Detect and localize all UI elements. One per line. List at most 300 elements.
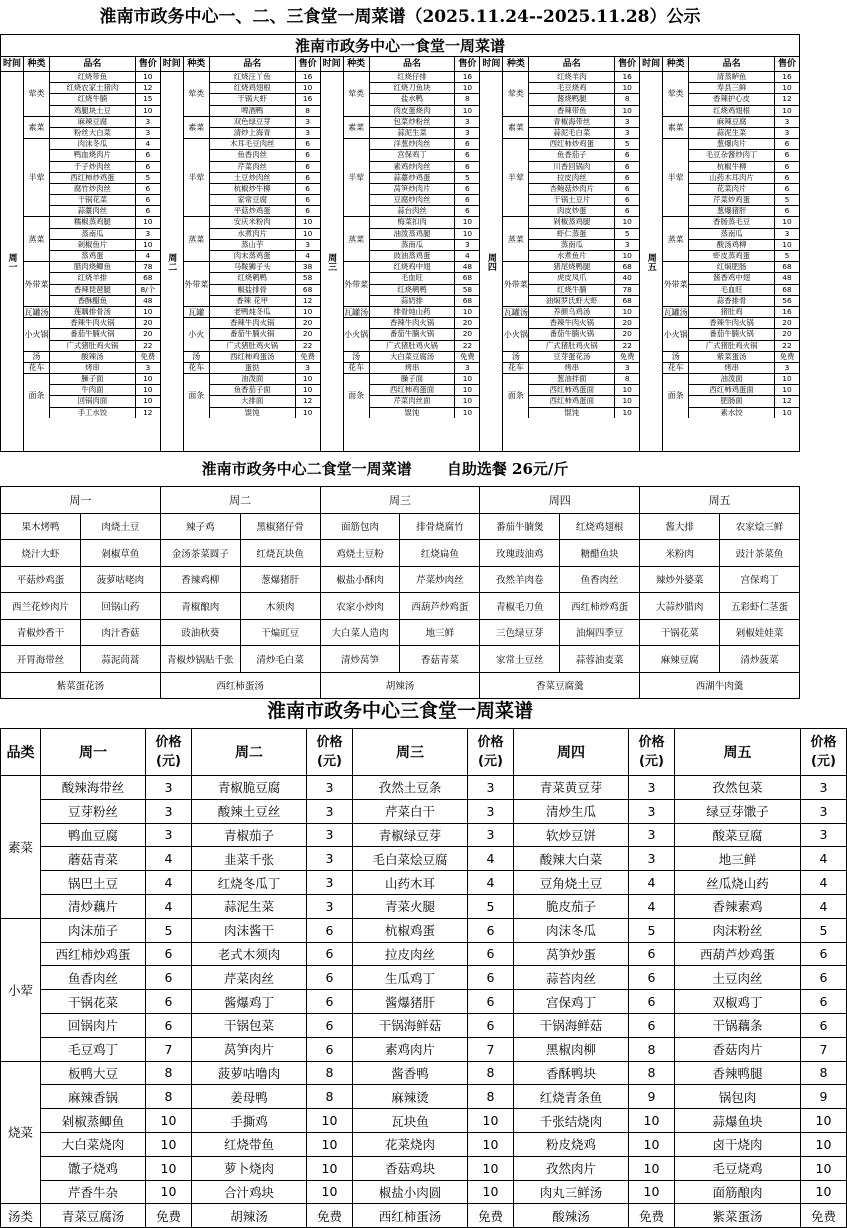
category-group [663,72,799,117]
dish-name: 孜然包菜 [675,776,801,800]
dish-price: 10 [462,306,473,316]
dish-cell: 青椒炒锅贴千张 [160,646,240,673]
category-group [663,217,799,262]
dish-price: 20 [143,329,153,339]
dish-name: 椒盐小肉圆 [353,1180,468,1204]
dish-name: 蒜苔肉丝 [514,966,629,990]
dish-name: 孜然肉片 [514,1156,629,1180]
category-name: 瓦罐汤 [663,307,688,317]
item-list [210,352,320,362]
dish-cell: 三色绿豆芽 [480,619,560,646]
dish-price: 8 [307,1061,353,1085]
category-name: 半荤 [503,139,529,216]
dish-name: 肉沫冬瓜 [50,139,136,149]
dish-name: 西红柿鸡蛋面 [529,396,615,406]
menu-item [210,385,320,396]
menu-item [689,374,799,385]
dish-price: 6 [629,1013,675,1037]
dish-cell: 干锅花菜 [640,619,720,646]
category-list [24,72,160,451]
dish-name: 鸭血烧肉片 [50,150,136,160]
category-group [184,352,320,363]
dish-name: 素鸡肉片 [353,1037,468,1061]
menu-item [689,83,799,94]
dish-name: 清炒上海青 [210,128,296,138]
dish-price: 10 [462,374,473,384]
menu-item [50,318,160,329]
dish-price: 3 [629,823,675,847]
dish-price: 10 [468,1180,514,1204]
category-name: 花车 [184,363,210,373]
menu-item [529,408,639,418]
category-name: 小荤 [1,918,41,1061]
item-list [50,117,160,138]
dish-name: 蒸南瓜 [370,240,456,250]
item-list [529,363,639,373]
menu-item [370,273,480,284]
category-name: 外带菜 [503,262,529,306]
category-list [184,72,320,451]
dish-name: 剁椒蒸鲫鱼 [41,1109,146,1133]
dish-price: 免费 [801,1204,847,1228]
dish-price: 6 [307,918,353,942]
dish-price: 6 [624,183,630,193]
dish-price: 16 [302,94,313,104]
dish-price: 4 [305,251,310,260]
dish-price: 10 [801,1109,847,1133]
item-list [210,72,320,116]
menu-item [50,352,160,362]
dish-name: 番茄牛腩火锅 [689,329,775,339]
menu-item [370,329,480,340]
day-header: 周五 [640,487,800,514]
dish-name: 毛豆杂酱炒肉丁 [689,150,775,160]
category-group [503,217,639,262]
dish-name: 清蒸鲈鱼 [689,72,775,82]
menu-item [210,251,320,261]
dish-price: 免费 [146,1204,192,1228]
header-time: 时间 [321,57,344,71]
dish-cell: 蒜蓉油麦菜 [560,646,640,673]
menu-item [689,363,799,373]
dish-cell: 五彩虾仁茎蛋 [720,593,800,620]
table-row [1,847,847,871]
category-list [663,72,799,451]
dish-name: 蒸山芋 [210,240,296,250]
category-group [24,307,160,318]
dish-price: 3 [307,894,353,918]
dish-price: 10 [146,1180,192,1204]
menu-item [370,195,480,206]
dish-price: 8 [629,1037,675,1061]
dish-name: 广式猪肚鸡火锅 [689,341,775,351]
dish-name: 红烧刀鱼块 [370,83,456,93]
dish-name: 啤酒鸭 [210,106,296,116]
dish-price: 20 [302,329,313,339]
dish-price: 12 [782,396,792,406]
dish-name: 蒜香排骨 [689,296,775,306]
menu-item [689,173,799,184]
dish-name: 烤串 [50,363,136,373]
menu-item [210,83,320,94]
canteen1-header-row [321,57,480,72]
dish-price: 48 [782,273,792,283]
menu-item [50,285,160,296]
dish-price: 3 [307,823,353,847]
canteen1-day-body [321,72,480,451]
dish-name: 臊子面 [50,374,136,384]
dish-price: 3 [624,239,630,249]
menu-item [529,117,639,128]
dish-name: 软炒豆饼 [514,823,629,847]
dish-name: 西红柿炒鸡蛋 [50,173,136,183]
dish-name: 清炒生瓜 [514,799,629,823]
item-list [529,352,639,362]
dish-price: 5 [801,918,847,942]
dish-name: 蒜薹肉丝 [50,206,136,216]
category-name: 小火 [184,318,210,351]
category-group [503,318,639,352]
dish-price: 6 [305,206,310,216]
dish-price: 12 [143,83,153,93]
dish-name: 干锅包菜 [192,1013,307,1037]
dish-name: 粉皮烧鸡 [514,1132,629,1156]
menu-item [370,363,480,373]
category-name: 半荤 [24,139,50,216]
dish-price: 10 [143,396,153,406]
dish-price: 6 [307,942,353,966]
table-row [1,894,847,918]
menu-item [529,262,639,273]
table-row [1,1204,847,1228]
canteen1-header-row [161,57,320,72]
dish-price: 10 [462,105,473,115]
header-price: 价格(元) [146,729,192,776]
menu-item [689,285,799,296]
dish-cell: 大蒜炒腊肉 [640,593,720,620]
dish-price: 4 [801,871,847,895]
dish-name: 馄饨 [210,408,296,418]
dish-name: 川香回锅肉 [529,162,615,172]
dish-name: 肉丸三鲜汤 [514,1180,629,1204]
category-group [184,262,320,307]
dish-price: 10 [462,83,473,93]
dish-name: 麻辣香锅 [41,1085,146,1109]
category-list [503,72,639,451]
dish-name: 姜母鸭 [192,1085,307,1109]
category-name: 蒸菜 [184,217,210,261]
dish-name: 肉沫茄子 [41,918,146,942]
dish-cell: 番茄牛腩煲 [480,513,560,540]
category-group [184,363,320,374]
dish-name: 拉皮肉丝 [529,173,615,183]
dish-cell: 木须肉 [240,593,320,620]
dish-price: 16 [782,306,792,316]
dish-price: 10 [629,1132,675,1156]
menu-item [529,229,639,240]
table-row [1,1037,847,1061]
dish-name: 老式木须肉 [192,942,307,966]
dish-name: 干锅藕条 [675,1013,801,1037]
dish-name: 红烧冬瓜丁 [192,871,307,895]
dish-price: 10 [468,1132,514,1156]
header-category: 种类 [663,57,689,71]
menu-item [689,251,799,261]
menu-item [50,139,160,150]
dish-price: 68 [782,262,792,272]
table-row [1,646,800,673]
dish-name: 红烧鹌鸭 [210,273,296,283]
dish-name: 蒜奶排 [370,296,456,306]
menu-item [689,273,799,284]
menu-item [210,285,320,296]
dish-name: 香辣牛肉火锅 [370,318,456,328]
category-group [344,72,480,117]
menu-item [210,341,320,351]
dish-name: 西红柿鸡蛋面 [529,385,615,395]
menu-item [50,195,160,206]
dish-price: 6 [146,942,192,966]
item-list [210,262,320,306]
dish-name: 香辣牛肉火锅 [529,318,615,328]
dish-name: 蒜台肉丝 [370,206,456,216]
dish-price: 10 [302,228,313,238]
category-name: 汤 [24,352,50,362]
dish-price: 3 [307,799,353,823]
dish-name: 西红柿蛋汤 [353,1204,468,1228]
dish-name: 馄饨 [529,408,615,418]
dish-price: 10 [782,374,792,384]
dish-name: 萝卜烧肉 [192,1156,307,1180]
menu-item [50,83,160,94]
dish-price: 6 [305,139,310,149]
dish-price: 68 [782,284,792,294]
category-name: 汤类 [1,1204,41,1228]
dish-name: 手工水饺 [50,408,136,418]
table-row [1,823,847,847]
dish-name: 豆芽粉丝 [41,799,146,823]
dish-name: 红烧青条鱼 [514,1085,629,1109]
category-group [503,262,639,307]
dish-price: 3 [629,776,675,800]
dish-name: 蒜泥毛白菜 [529,128,615,138]
category-group [184,72,320,117]
item-list [210,318,320,351]
dish-price: 3 [307,776,353,800]
dish-name: 素鸡炒肉丝 [370,162,456,172]
dish-price: 免费 [619,351,635,361]
menu-item [529,72,639,83]
menu-item [210,139,320,150]
dish-price: 免费 [629,1204,675,1228]
category-name: 小火锅 [503,318,529,351]
menu-item [210,296,320,306]
dish-name: 安庆米粉肉 [210,217,296,227]
menu-item [689,385,799,396]
menu-item [50,184,160,195]
dish-name: 红烧鸡翅根 [689,106,775,116]
dish-name: 臊子面 [370,374,456,384]
dish-price: 3 [145,228,151,238]
item-list [689,374,799,418]
dish-name: 葱爆猪肝 [689,206,775,216]
category-group [663,352,799,363]
menu-item [689,262,799,273]
dish-price: 4 [146,871,192,895]
category-name: 汤 [184,352,210,362]
dish-price: 20 [622,318,632,328]
dish-name: 馓子烧鸡 [41,1156,146,1180]
dish-name: 麻辣豆腐 [50,117,136,127]
menu-item [210,117,320,128]
dish-cell: 辣子鸡 [160,513,240,540]
dish-price: 免费 [459,351,475,361]
table-row [1,799,847,823]
dish-price: 16 [302,72,313,81]
dish-price: 10 [801,1156,847,1180]
category-group [344,352,480,363]
item-list [50,139,160,216]
category-name: 瓦罐 [184,307,210,317]
dish-name: 寿县三鲜 [689,83,775,93]
dish-name: 香辣牛肉火锅 [689,318,775,328]
dish-price: 6 [468,942,514,966]
dish-price: 3 [801,823,847,847]
dish-price: 6 [801,966,847,990]
dish-name: 香辣琵琶腿 [50,285,136,295]
item-list [50,363,160,373]
menu-item [529,195,639,206]
dish-cell: 香辣鸡柳 [160,566,240,593]
dish-name: 红烧牛腩 [50,94,136,104]
menu-item [50,206,160,216]
dish-cell: 平菇炒鸡蛋 [1,566,81,593]
item-list [529,374,639,418]
dish-name: 花菜烧肉 [353,1132,468,1156]
menu-item [370,94,480,105]
dish-name: 红烧带鱼 [192,1132,307,1156]
item-list [50,352,160,362]
dish-name: 杏鲍菇炒肉片 [529,184,615,194]
dish-price: 10 [622,306,632,316]
dish-name: 油泼面 [210,374,296,384]
category-name: 面条 [503,374,529,418]
menu-item [210,240,320,251]
canteen1-day-block [640,57,799,451]
menu-item [370,262,480,273]
menu-item [210,374,320,385]
dish-cell: 红烧瓦块鱼 [240,540,320,567]
category-group [344,217,480,262]
dish-price: 3 [305,362,310,372]
dish-name: 肉皮炒蛋 [529,206,615,216]
table-row [1,513,800,540]
dish-price: 5 [629,918,675,942]
menu-item [50,408,160,418]
dish-name: 烤串 [370,363,456,373]
dish-name: 芹菜肉丝 [210,162,296,172]
category-name: 荤类 [184,72,210,116]
dish-price: 10 [629,1180,675,1204]
dish-cell: 回锅山药 [80,593,160,620]
dish-name: 毛血旺 [370,273,456,283]
dish-price: 4 [146,894,192,918]
dish-price: 22 [462,340,473,350]
header-category: 种类 [503,57,529,71]
dish-name: 马鞍狮子头 [210,262,296,272]
dish-price: 7 [801,1037,847,1061]
dish-price: 10 [629,1156,675,1180]
dish-price: 6 [784,150,790,160]
menu-item [370,296,480,306]
menu-item [529,173,639,184]
dish-price: 3 [146,799,192,823]
dish-name: 广式猪肚鸡火锅 [529,341,615,351]
dish-cell: 红烧扁鱼 [400,540,480,567]
menu-item [50,374,160,385]
category-name: 半荤 [344,139,370,216]
category-name: 面条 [24,374,50,418]
dish-name: 广式猪肚鸡火锅 [210,341,296,351]
dish-price: 6 [784,183,790,193]
dish-cell: 辣炒外婆菜 [640,566,720,593]
dish-name: 青菜豆腐汤 [41,1204,146,1228]
dish-price: 10 [146,1109,192,1133]
category-name: 小火锅 [24,318,50,351]
header-name: 品名 [50,57,136,71]
menu-item [689,352,799,362]
category-group [503,374,639,418]
dish-name: 千子炒肉丝 [50,162,136,172]
item-list [689,139,799,216]
day-header: 周一 [1,487,161,514]
dish-name: 肉皮蛋烧肉 [370,106,456,116]
dish-name: 排骨炖山药 [370,307,456,317]
day-header: 周三 [320,487,480,514]
dish-price: 15 [143,94,153,104]
item-list [529,307,639,317]
item-list [210,374,320,418]
dish-price: 10 [622,251,632,260]
dish-price: 3 [307,847,353,871]
header-category: 种类 [184,57,210,71]
dish-price: 58 [302,273,313,283]
dish-price: 4 [468,871,514,895]
dish-price: 20 [622,329,632,339]
dish-name: 肉沫冬瓜 [514,918,629,942]
dish-price: 10 [462,407,473,417]
dish-name: 油泼面 [689,374,775,384]
canteen1-header-row [480,57,639,72]
category-name: 素菜 [663,117,689,138]
category-name: 半荤 [663,139,689,216]
menu-item [210,396,320,407]
dish-name: 酱烧鸭腿 [529,94,615,104]
dish-cell: 糖醋鱼块 [560,540,640,567]
day-header: 周二 [160,487,320,514]
dish-price: 6 [465,139,470,149]
category-group [24,363,160,374]
dish-name: 韭菜千张 [192,847,307,871]
dish-name: 广式猪肚鸡火锅 [50,341,136,351]
canteen1-day-body [640,72,799,451]
dish-name: 紫菜蛋汤 [689,352,775,362]
dish-price: 6 [784,172,790,182]
day-header: 周四 [514,729,629,776]
dish-price: 68 [462,295,473,305]
menu-item [689,229,799,240]
menu-item [210,128,320,138]
